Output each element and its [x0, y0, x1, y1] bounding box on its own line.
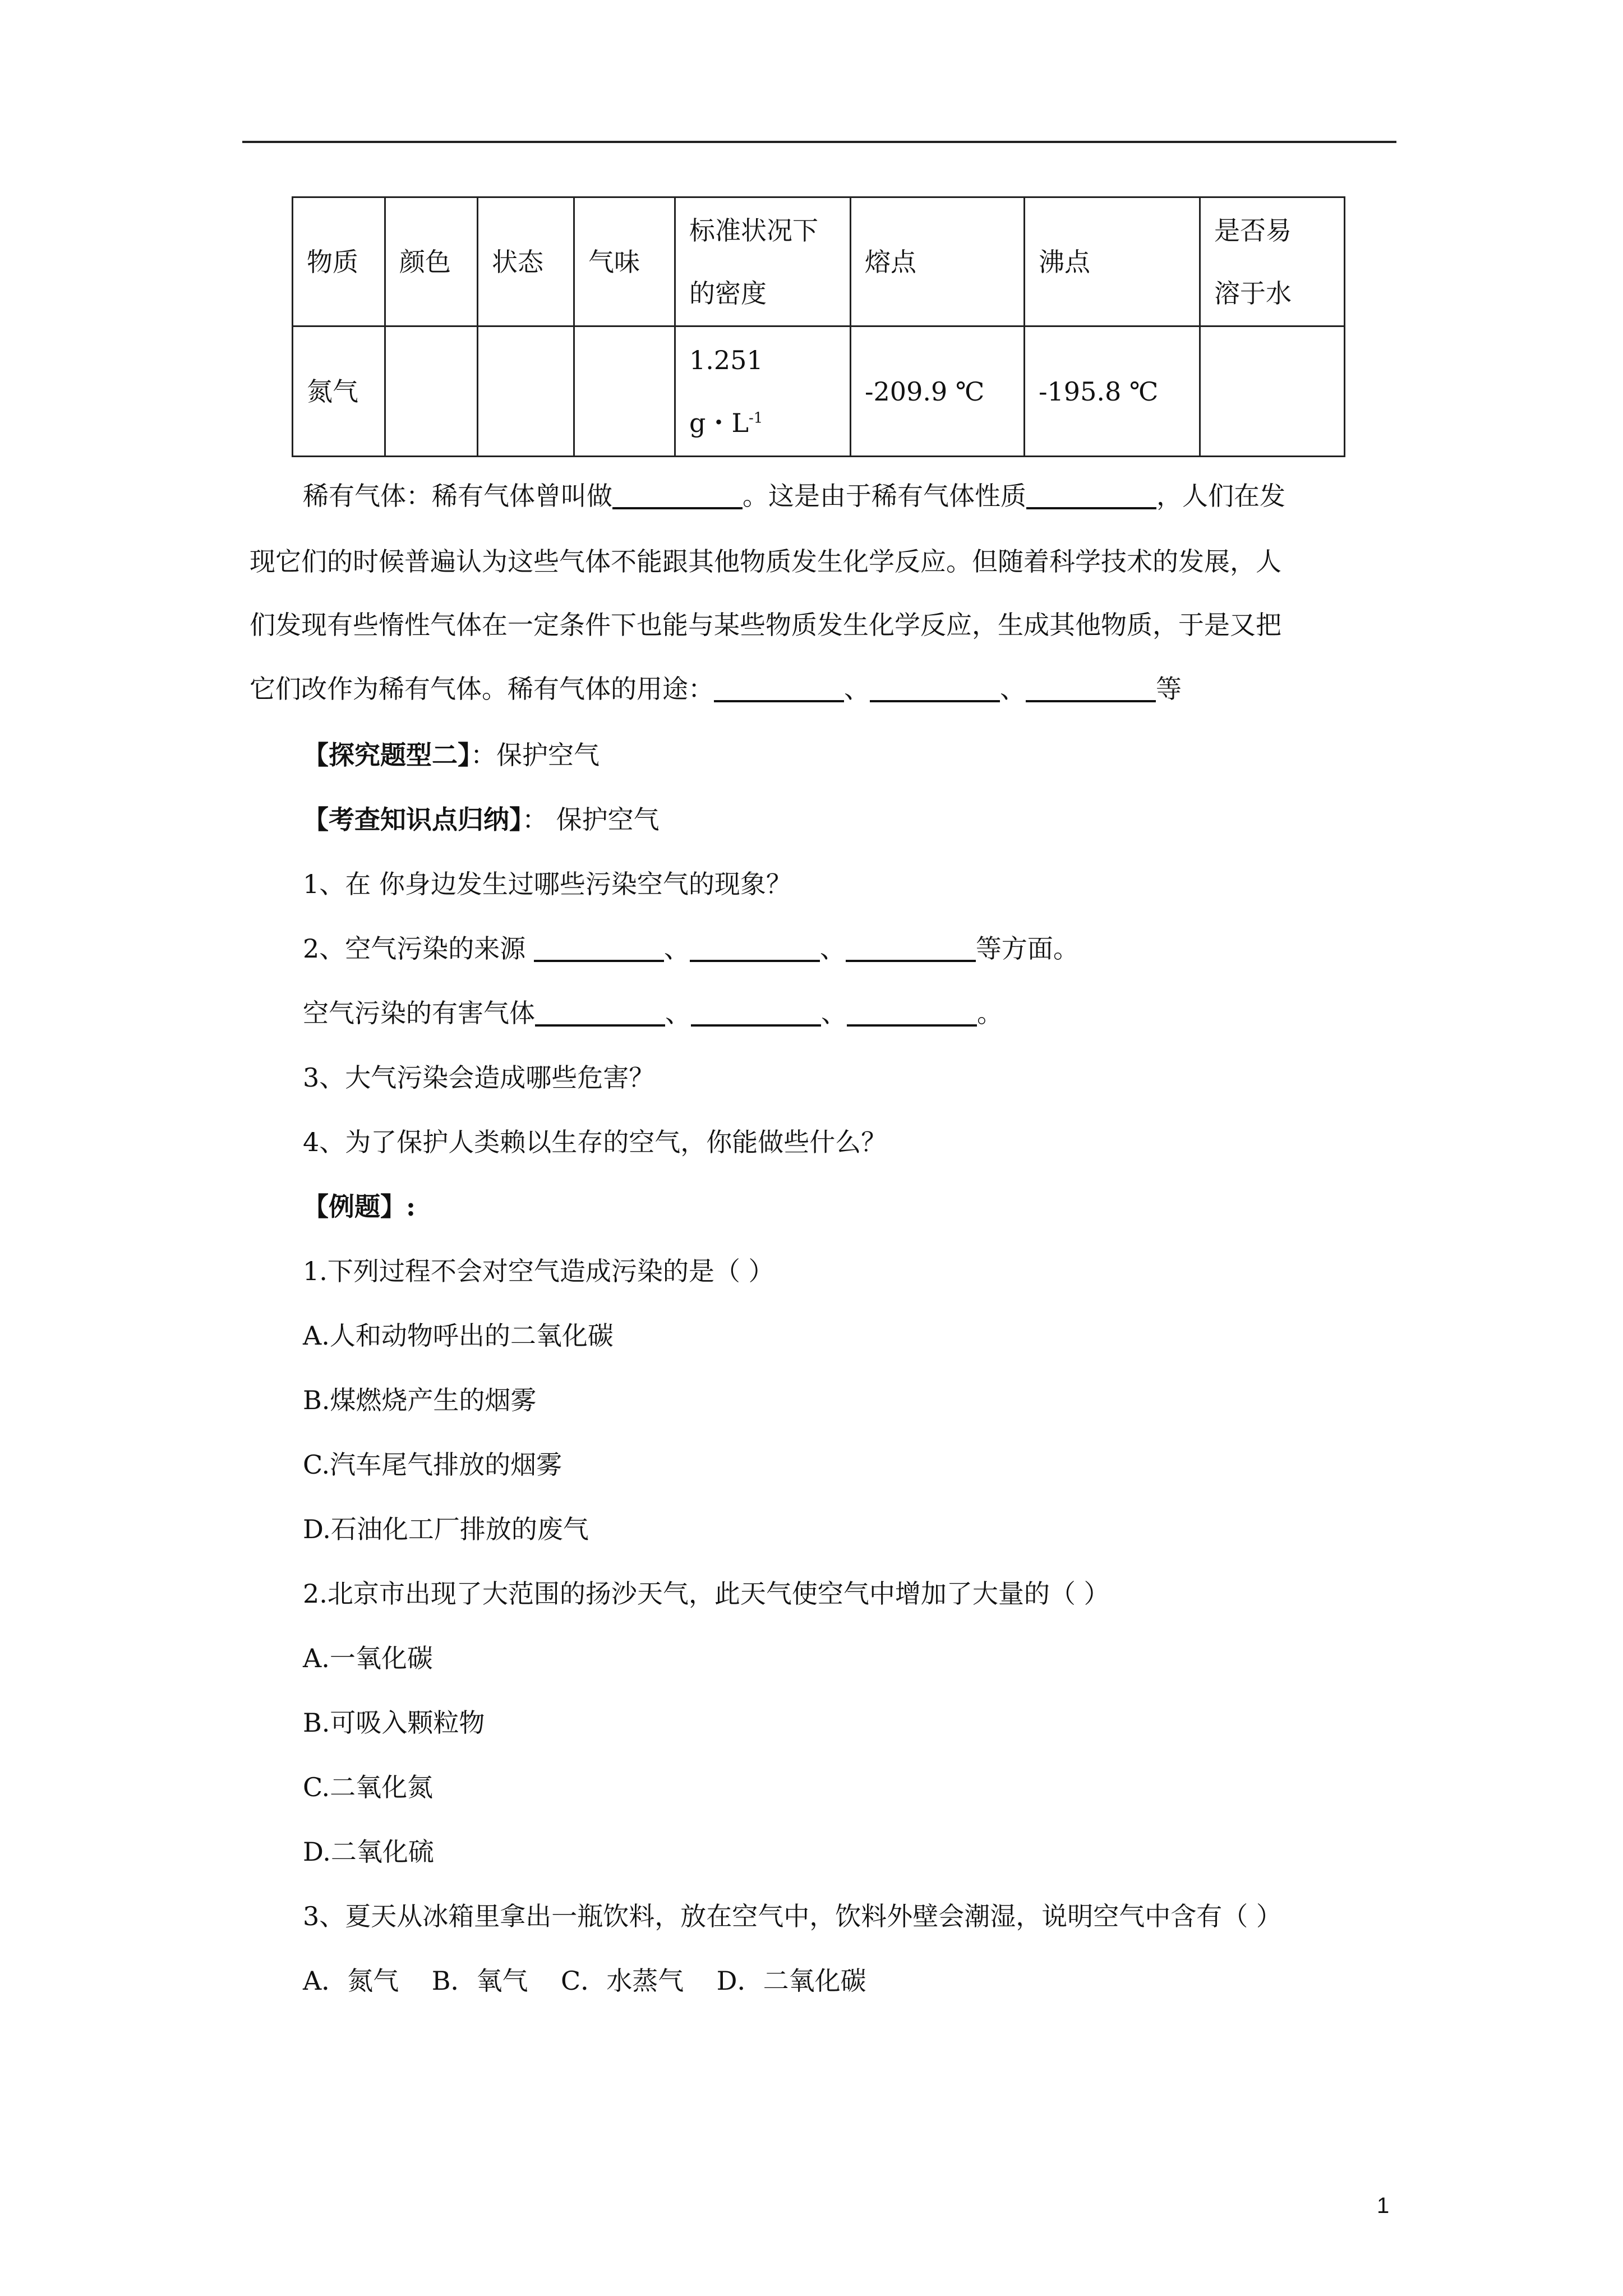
rare-gas-line4	[250, 669, 1182, 706]
example-1-option-b: B.煤燃烧产生的烟雾	[303, 1385, 537, 1415]
header-soluble-line2: 溶于水	[1214, 278, 1292, 309]
rare-gas-text: 稀有气体：稀有气体曾叫做	[303, 481, 612, 511]
example-2-option-c: C.二氧化氮	[303, 1772, 434, 1802]
rare-gas-text: 它们改作为稀有气体。稀有气体的用途：	[250, 674, 714, 704]
header-cell-density	[675, 197, 851, 326]
blank-gas-3[interactable]	[847, 999, 977, 1027]
header-soluble-line1: 是否易	[1214, 215, 1292, 246]
example-3-options: A．氮气 B．氧气 C．水蒸气 D．二氧化碳	[303, 1966, 866, 1996]
example-1-question: 1.下列过程不会对空气造成污染的是（ ）	[303, 1256, 774, 1286]
page-number: 1	[1377, 2193, 1390, 2218]
cell-boiling-point: -195.8 ℃	[1025, 326, 1200, 457]
header-cell-soluble	[1200, 197, 1345, 326]
header-density-line1: 标准状况下	[689, 215, 818, 246]
blank-property[interactable]	[1026, 481, 1156, 509]
cell-density	[675, 326, 851, 457]
cell-state	[478, 326, 574, 457]
cell-substance: 氮气	[293, 326, 385, 457]
header-cell: 熔点	[851, 197, 1025, 326]
knowledge-text: ： 保护空气	[522, 804, 660, 835]
header-density-line2: 的密度	[689, 278, 767, 309]
blank-source-3[interactable]	[846, 934, 976, 962]
blank-gas-2[interactable]	[691, 999, 821, 1027]
blank-gas-1[interactable]	[535, 999, 665, 1027]
header-cell: 颜色	[385, 197, 478, 326]
rare-gas-line3: 们发现有些惰性气体在一定条件下也能与某些物质发生化学反应，生成其他物质，于是又把	[250, 610, 1281, 640]
header-rule	[242, 141, 1396, 143]
cell-odor	[574, 326, 675, 457]
separator: 、	[819, 933, 846, 964]
density-exponent: -1	[749, 409, 763, 427]
question-text: 。	[977, 998, 1003, 1028]
header-cell: 气味	[574, 197, 675, 326]
blank-use-1[interactable]	[714, 674, 844, 702]
rare-gas-text: 。这是由于稀有气体性质	[743, 481, 1026, 511]
question-text: 空气污染的有害气体	[303, 998, 535, 1028]
header-cell: 状态	[478, 197, 574, 326]
separator: 、	[844, 674, 870, 704]
header-cell: 物质	[293, 197, 385, 326]
example-2-question: 2.北京市出现了大范围的扬沙天气，此天气使空气中增加了大量的（ ）	[303, 1579, 1110, 1609]
separator: 、	[663, 933, 690, 964]
section-two-title: 【探究题型二】	[303, 740, 471, 770]
example-3-question: 3、夏天从冰箱里拿出一瓶饮料，放在空气中，饮料外壁会潮湿，说明空气中含有（ ）	[303, 1901, 1282, 1931]
nitrogen-properties-table	[292, 196, 1345, 457]
cell-soluble	[1200, 326, 1345, 457]
example-1-option-d: D.石油化工厂排放的废气	[303, 1514, 589, 1544]
density-value: 1.251	[689, 344, 763, 375]
blank-former-name[interactable]	[612, 481, 743, 509]
question-3: 3、大气污染会造成哪些危害？	[303, 1062, 655, 1093]
harmful-gases-line	[303, 993, 1003, 1030]
rare-gas-line2: 现它们的时候普遍认为这些气体不能跟其他物质发生化学反应。但随着科学技术的发展，人	[250, 546, 1281, 577]
question-2	[303, 928, 1079, 965]
separator: 、	[821, 998, 847, 1028]
question-1: 1、在 你身边发生过哪些污染空气的现象？	[303, 869, 792, 899]
cell-color	[385, 326, 478, 457]
table-header-row	[293, 197, 1345, 326]
examples-colon: :	[406, 1191, 416, 1222]
rare-gas-text: 等	[1156, 674, 1182, 704]
question-text: 等方面。	[975, 933, 1079, 964]
knowledge-heading	[303, 799, 660, 836]
density-unit: g・L	[689, 407, 749, 438]
example-2-option-a: A.一氧化碳	[303, 1643, 433, 1673]
blank-use-3[interactable]	[1026, 674, 1156, 702]
example-1-option-c: C.汽车尾气排放的烟雾	[303, 1450, 562, 1480]
blank-source-2[interactable]	[690, 934, 820, 962]
header-cell: 沸点	[1025, 197, 1200, 326]
example-1-option-a: A.人和动物呼出的二氧化碳	[303, 1320, 614, 1351]
section-two-text: ：保护空气	[471, 740, 600, 770]
example-2-option-d: D.二氧化硫	[303, 1837, 434, 1867]
blank-source-1[interactable]	[534, 934, 664, 962]
examples-title: 【例题】	[303, 1191, 406, 1222]
examples-heading	[303, 1186, 416, 1223]
separator: 、	[665, 998, 691, 1028]
example-2-option-b: B.可吸入颗粒物	[303, 1708, 485, 1738]
table-row	[293, 326, 1345, 457]
separator: 、	[1000, 674, 1026, 704]
question-4: 4、为了保护人类赖以生存的空气，你能做些什么？	[303, 1127, 887, 1157]
cell-melting-point: -209.9 ℃	[851, 326, 1025, 457]
section-two-heading	[303, 735, 600, 772]
knowledge-title: 【考查知识点归纳】	[303, 804, 522, 835]
rare-gas-text: ，人们在发	[1156, 481, 1285, 511]
blank-use-2[interactable]	[870, 674, 1000, 702]
rare-gas-line1	[303, 476, 1285, 513]
question-text: 2、空气污染的来源	[303, 933, 534, 964]
